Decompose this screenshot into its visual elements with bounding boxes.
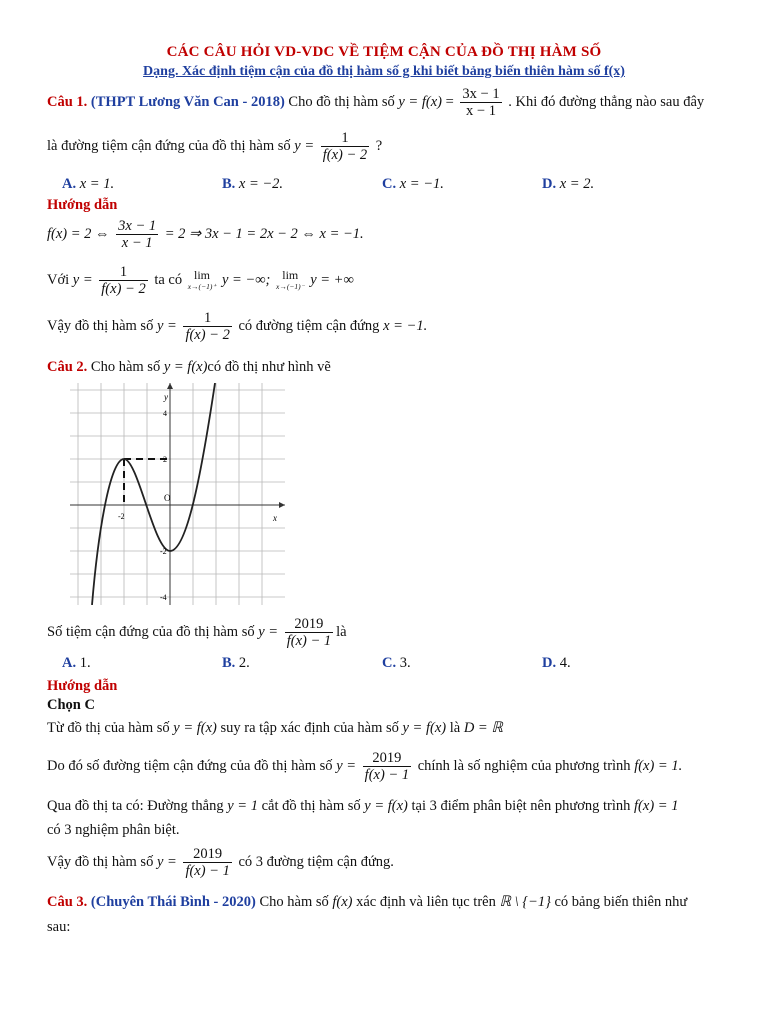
page-subtitle [0,64,768,80]
origin-label: O [164,493,171,503]
y-tick-neg4: -4 [160,593,167,602]
q2-option-d[interactable]: D. 4. [542,655,571,671]
q1-text: là đường tiệm cận đứng của đồ thị hàm số [47,137,291,154]
q3-line2: sau: [47,919,71,935]
q1-text: . Khi đó đường thẳng nào sau đây [508,93,705,110]
q2-sol3: Qua đồ thị ta có: Đường thẳng y = 1 cắt đồ thị hàm số y = f(x) tại 3 điểm phân biệt nên phương trình f(x) = 1 [47,798,679,814]
q1-option-d[interactable]: D. x = 2. [542,176,595,192]
y-tick-2: 2 [163,455,167,464]
q2-sol4: có 3 nghiệm phân biệt. [47,822,180,838]
x-axis-label: x [273,513,277,523]
fraction: $\frac{1}{f(x) - 2}$ [185,310,230,343]
fraction: $\frac{2019}{f(x) - 1}$ [364,750,410,783]
subtitle-text: Dạng. Xác định tiệm cận của đồ thị hàm số g khi biết bảng biến thiên hàm số f(x) [143,64,625,79]
x-tick-neg2: -2 [118,512,125,521]
q2-sol1: Từ đồ thị của hàm số y = f(x) suy ra tập xác định của hàm số y = f(x) là D = ℝ [47,720,503,736]
q1-text: Cho đồ thị hàm số [288,93,395,110]
math: y = [398,93,419,110]
q2-ask: Số tiệm cận đứng của đồ thị hàm số y = $\frac{2019}{f(x) - 1}$ là [47,616,347,649]
q2-label: Câu 2. [47,359,88,375]
q2-sol2: Do đó số đường tiệm cận đứng của đồ thị hàm số y = $\frac{2019}{f(x) - 1}$ chính là số nghiệm của phương trình f(x) = 1. [47,750,683,783]
q2-line1: Câu 2. Cho hàm số y = f(x)có đồ thị như hình vẽ [47,359,331,375]
graph-grid [70,383,285,605]
q2-option-a[interactable]: A. 1. [62,655,91,671]
q1-option-b[interactable]: B. x = −2. [222,176,284,192]
q2-option-b[interactable]: B. 2. [222,655,250,671]
x-axis-arrow [279,502,285,508]
fraction: $\frac{1}{f(x) - 2}$ [101,264,146,297]
q2-sol5: Vậy đồ thị hàm số y = $\frac{2019}{f(x) - 1}$ có 3 đường tiệm cận đứng. [47,846,394,879]
function-graph [70,383,285,605]
q2-guide-heading: Hướng dẫn [47,678,118,694]
math: f(x) [421,93,442,110]
q3-label: Câu 3. [47,894,88,910]
q2-option-c[interactable]: C. 3. [382,655,411,671]
q1-source: (THPT Lương Văn Can - 2018) [90,93,285,110]
q3-line1: Câu 3. (Chuyên Thái Bình - 2020) Cho hàm số f(x) xác định và liên tục trên ℝ \ {−1} có bảng biến thiên như [47,894,688,910]
q1-sol1: f(x) = 2 ⇔ $\frac{3x - 1}{x - 1}$ = 2 ⇒ 3x − 1 = 2x − 2 ⇔ x = −1. [47,218,364,251]
q1-label: Câu 1. [47,93,88,110]
fraction: $\frac{2019}{f(x) - 1}$ [286,616,332,649]
q1-option-a[interactable]: A. x = 1. [62,176,115,192]
fraction: $\frac{3x - 1}{x - 1}$ [462,86,500,119]
fraction: $\frac{1}{f(x) - 2}$ [322,130,368,163]
limit: lim x→(−1)⁺ [187,267,217,291]
y-axis-arrow [167,383,173,389]
limit: lim x→(−1)⁻ [275,267,305,291]
q3-source: (Chuyên Thái Bình - 2020) [90,894,256,910]
y-tick-4: 4 [163,409,167,418]
y-axis-label: y [164,392,168,402]
q1-guide-heading: Hướng dẫn [47,197,118,213]
page-title: CÁC CÂU HỎI VD-VDC VỀ TIỆM CẬN CỦA ĐỒ THỊ HÀM SỐ [166,44,602,60]
fraction: $\frac{3x - 1}{x - 1}$ [118,218,157,251]
q1-option-c[interactable]: C. x = −1. [382,176,444,192]
y-tick-neg2: -2 [160,547,167,556]
q1-line1: Câu 1. (THPT Lương Văn Can - 2018) Cho đồ thị hàm số y = f(x) = $\frac{3x - 1}{x - 1}$ . Khi đó đường thẳng nào sau đây [47,86,705,119]
q1-line2: là đường tiệm cận đứng của đồ thị hàm số y = $\frac{1}{f(x) - 2}$ ? [47,130,383,163]
function-curve [92,383,215,605]
fraction: $\frac{2019}{f(x) - 1}$ [185,846,230,879]
q2-choice: Chọn C [47,697,95,713]
q1-sol3: Vậy đồ thị hàm số y = $\frac{1}{f(x) - 2}$ có đường tiệm cận đứng x = −1. [47,310,428,343]
q1-sol2: Với y = $\frac{1}{f(x) - 2}$ ta có lim x→(−1)⁺ y = −∞; lim x→(−1)⁻ y = +∞ [47,264,354,297]
